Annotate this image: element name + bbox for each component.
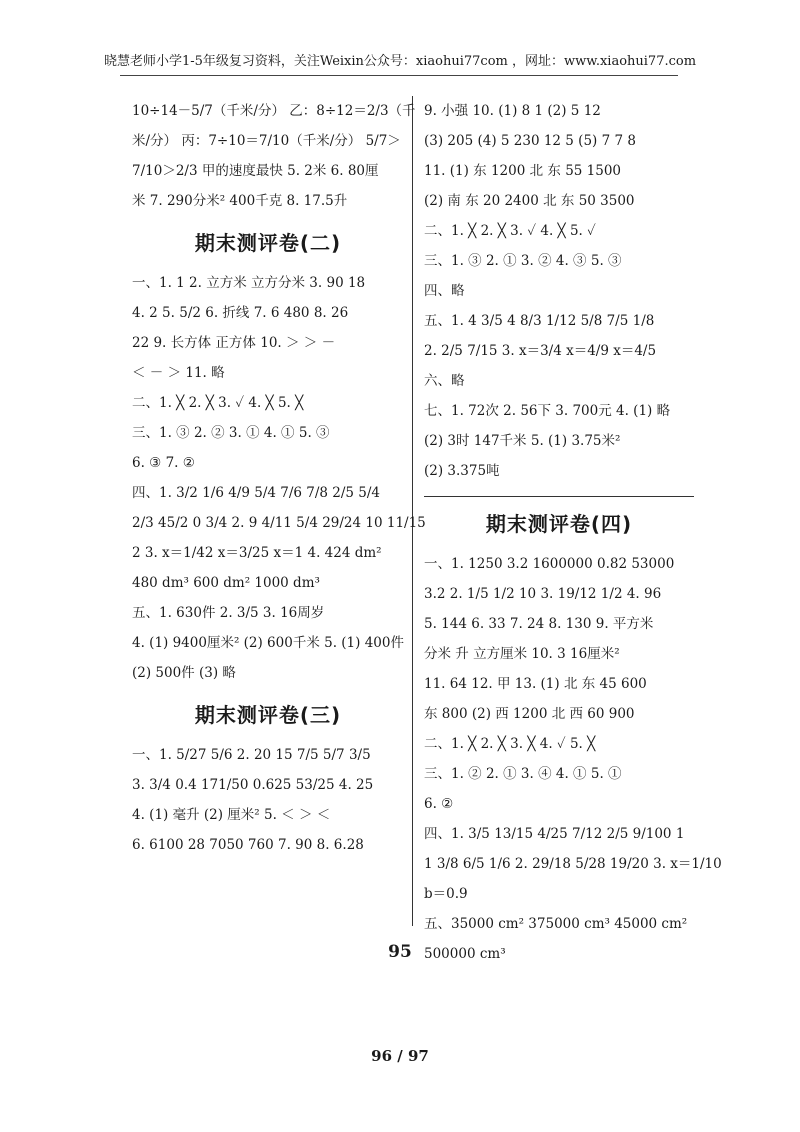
answer-line: 五、1. 630件 2. 3/5 3. 16周岁 <box>132 605 325 621</box>
answer-line: 二、1. ╳ 2. ╳ 3. ✓ 4. ╳ 5. ✓ <box>424 223 596 239</box>
answer-line: (2) 500件 (3) 略 <box>132 665 236 681</box>
answer-line: 4. (1) 毫升 (2) 厘米² 5. ＜ ＞ ＜ <box>132 807 331 823</box>
answer-line: 11. (1) 东 1200 北 东 55 1500 <box>424 163 622 179</box>
answer-line: 480 dm³ 600 dm² 1000 dm³ <box>132 575 320 591</box>
answer-line: 三、1. ③ 2. ① 3. ② 4. ③ 5. ③ <box>424 253 622 269</box>
left-column <box>132 96 426 860</box>
header-rule <box>120 75 678 76</box>
answer-line: 2/3 45/2 0 3/4 2. 9 4/11 5/4 29/24 10 11/15 <box>132 515 426 531</box>
answer-line: 米/分） 丙：7÷10＝7/10（千米/分） 5/7＞ <box>132 133 401 149</box>
answer-line: (2) 南 东 20 2400 北 东 50 3500 <box>424 193 635 209</box>
answer-line: 4. (1) 9400厘米² (2) 600千米 5. (1) 400件 <box>132 635 404 651</box>
section-rule <box>424 496 694 497</box>
answer-line: (2) 3时 147千米 5. (1) 3.75米² <box>424 433 621 449</box>
answer-line: 22 9. 长方体 正方体 10. ＞ ＞ － <box>132 335 336 351</box>
exam-3-answers-continued <box>424 96 694 486</box>
section-title-exam-3: 期末测评卷(三) <box>194 703 342 727</box>
answer-line: 2 3. x＝1/42 x＝3/25 x＝1 4. 424 dm² <box>132 545 382 561</box>
answer-line: 四、1. 3/2 1/6 4/9 5/4 7/6 7/8 2/5 5/4 <box>132 485 381 501</box>
answer-line: 一、1. 1 2. 立方米 立方分米 3. 90 18 <box>132 275 366 291</box>
page-count-indicator: 96 / 97 <box>371 1047 429 1065</box>
answer-line: (2) 3.375吨 <box>424 463 500 479</box>
answers-continued <box>132 96 416 216</box>
answer-line: 六、略 <box>424 373 465 389</box>
answer-line: 五、1. 4 3/5 4 8/3 1/12 5/8 7/5 1/8 <box>424 313 655 329</box>
page-header: 晓慧老师小学1-5年级复习资料，关注Weixin公众号：xiaohui77com ，网址：www.xiaohui77.com <box>103 54 697 69</box>
answer-line: 东 800 (2) 西 1200 北 西 60 900 <box>424 706 635 722</box>
column-divider <box>412 96 413 926</box>
exam-3-answers <box>132 740 404 860</box>
section-title-exam-4: 期末测评卷(四) <box>485 512 633 536</box>
exam-4-answers <box>424 549 722 969</box>
answer-line: 分米 升 立方厘米 10. 3 16厘米² <box>424 646 620 662</box>
answer-line: 一、1. 1250 3.2 1600000 0.82 53000 <box>424 556 675 572</box>
answer-line: b＝0.9 <box>424 886 468 902</box>
answer-line: 500000 cm³ <box>424 946 506 962</box>
section-title-exam-2: 期末测评卷(二) <box>194 231 342 255</box>
answer-line: 米 7. 290分米² 400千克 8. 17.5升 <box>132 193 348 209</box>
answer-line: 7/10＞2/3 甲的速度最快 5. 2米 6. 80厘 <box>132 163 379 179</box>
right-column <box>424 96 722 969</box>
page-number: 95 <box>388 942 412 962</box>
answer-line: 4. 2 5. 5/2 6. 折线 7. 6 480 8. 26 <box>132 305 349 321</box>
answer-line: 五、35000 cm² 375000 cm³ 45000 cm² <box>424 916 688 932</box>
exam-2-answers <box>132 268 426 688</box>
answer-line: 9. 小强 10. (1) 8 1 (2) 5 12 <box>424 103 601 119</box>
answer-line: 三、1. ② 2. ① 3. ④ 4. ① 5. ① <box>424 766 622 782</box>
answer-line: 1 3/8 6/5 1/6 2. 29/18 5/28 19/20 3. x＝1/10 <box>424 856 722 872</box>
answer-line: 七、1. 72次 2. 56下 3. 700元 4. (1) 略 <box>424 403 671 419</box>
answer-line: 3. 3/4 0.4 171/50 0.625 53/25 4. 25 <box>132 777 374 793</box>
answer-line: 四、1. 3/5 13/15 4/25 7/12 2/5 9/100 1 <box>424 826 685 842</box>
answer-line: 四、略 <box>424 283 465 299</box>
answer-line: 3.2 2. 1/5 1/2 10 3. 19/12 1/2 4. 96 <box>424 586 662 602</box>
answer-line: 三、1. ③ 2. ② 3. ① 4. ① 5. ③ <box>132 425 330 441</box>
answer-line: 6. ③ 7. ② <box>132 455 195 471</box>
answer-line: 一、1. 5/27 5/6 2. 20 15 7/5 5/7 3/5 <box>132 747 371 763</box>
answer-line: (3) 205 (4) 5 230 12 5 (5) 7 7 8 <box>424 133 636 149</box>
answer-line: ＜ － ＞ 11. 略 <box>132 365 225 381</box>
answer-line: 二、1. ╳ 2. ╳ 3. ╳ 4. ✓ 5. ╳ <box>424 736 596 752</box>
answer-line: 二、1. ╳ 2. ╳ 3. ✓ 4. ╳ 5. ╳ <box>132 395 304 411</box>
answer-line: 6. 6100 28 7050 760 7. 90 8. 6.28 <box>132 837 364 853</box>
answer-line: 5. 144 6. 33 7. 24 8. 130 9. 平方米 <box>424 616 654 632</box>
answer-line: 6. ② <box>424 796 454 812</box>
answer-line: 2. 2/5 7/15 3. x＝3/4 x＝4/9 x＝4/5 <box>424 343 657 359</box>
answer-line: 10÷14－5/7（千米/分） 乙：8÷12＝2/3（千 <box>132 103 416 119</box>
answer-line: 11. 64 12. 甲 13. (1) 北 东 45 600 <box>424 676 647 692</box>
